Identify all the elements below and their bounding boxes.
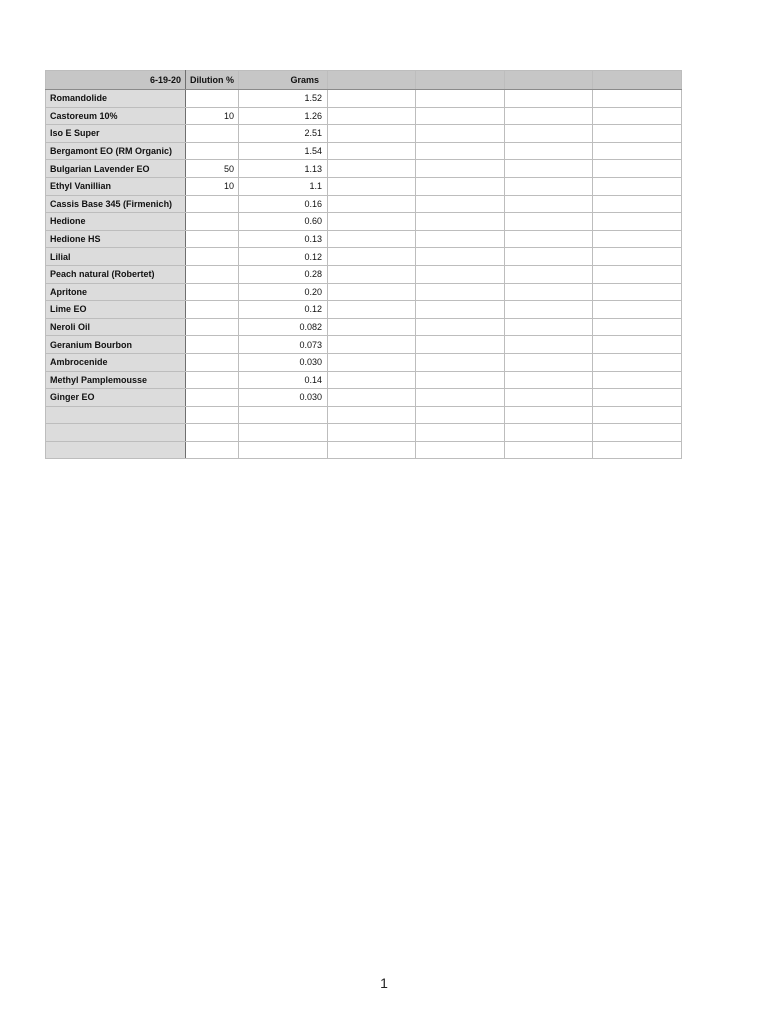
table-row	[46, 265, 682, 283]
empty-cell	[328, 142, 416, 160]
empty-cell	[328, 160, 416, 178]
grams-cell	[239, 424, 328, 442]
table-row	[46, 125, 682, 143]
ingredient-name-cell	[46, 424, 186, 442]
ingredient-name-cell: Ginger EO	[46, 389, 186, 407]
ingredient-name-cell: Ethyl Vanillian	[46, 177, 186, 195]
empty-cell	[416, 142, 505, 160]
empty-cell	[505, 90, 593, 108]
dilution-cell	[186, 125, 239, 143]
header-empty	[593, 71, 682, 90]
ingredient-name-cell: Lime EO	[46, 301, 186, 319]
formula-table	[45, 70, 682, 459]
dilution-cell	[186, 142, 239, 160]
empty-cell	[416, 441, 505, 459]
empty-cell	[328, 230, 416, 248]
empty-cell	[593, 371, 682, 389]
table-row	[46, 441, 682, 459]
table-row	[46, 318, 682, 336]
empty-cell	[416, 160, 505, 178]
empty-cell	[593, 160, 682, 178]
empty-cell	[505, 160, 593, 178]
ingredient-name-cell: Iso E Super	[46, 125, 186, 143]
empty-cell	[593, 318, 682, 336]
ingredient-name-cell	[46, 441, 186, 459]
empty-cell	[593, 195, 682, 213]
header-dilution: Dilution %	[186, 71, 239, 90]
empty-cell	[593, 177, 682, 195]
dilution-cell	[186, 441, 239, 459]
ingredient-name-cell: Hedione	[46, 213, 186, 231]
empty-cell	[505, 248, 593, 266]
empty-cell	[416, 406, 505, 424]
dilution-cell	[186, 406, 239, 424]
grams-cell: 1.1	[239, 177, 328, 195]
empty-cell	[328, 371, 416, 389]
empty-cell	[593, 301, 682, 319]
dilution-cell	[186, 248, 239, 266]
empty-cell	[593, 406, 682, 424]
grams-cell: 1.52	[239, 90, 328, 108]
empty-cell	[505, 406, 593, 424]
empty-cell	[593, 213, 682, 231]
empty-cell	[593, 336, 682, 354]
dilution-cell	[186, 301, 239, 319]
empty-cell	[593, 107, 682, 125]
ingredient-name-cell: Apritone	[46, 283, 186, 301]
ingredient-name-cell: Lilial	[46, 248, 186, 266]
empty-cell	[505, 424, 593, 442]
ingredient-name-cell: Hedione HS	[46, 230, 186, 248]
empty-cell	[416, 301, 505, 319]
grams-cell: 0.16	[239, 195, 328, 213]
empty-cell	[505, 107, 593, 125]
table-row	[46, 90, 682, 108]
empty-cell	[416, 389, 505, 407]
table-row	[46, 248, 682, 266]
empty-cell	[328, 336, 416, 354]
grams-cell: 0.12	[239, 301, 328, 319]
table-row	[46, 195, 682, 213]
dilution-cell	[186, 353, 239, 371]
empty-cell	[505, 195, 593, 213]
empty-cell	[505, 441, 593, 459]
table-row	[46, 160, 682, 178]
table-row	[46, 301, 682, 319]
empty-cell	[328, 248, 416, 266]
grams-cell: 0.030	[239, 353, 328, 371]
ingredient-name-cell: Peach natural (Robertet)	[46, 265, 186, 283]
empty-cell	[328, 125, 416, 143]
dilution-cell	[186, 265, 239, 283]
grams-cell: 0.20	[239, 283, 328, 301]
empty-cell	[505, 389, 593, 407]
empty-cell	[416, 177, 505, 195]
grams-cell: 1.13	[239, 160, 328, 178]
header-row	[46, 71, 682, 90]
table-row	[46, 283, 682, 301]
empty-cell	[593, 283, 682, 301]
empty-cell	[328, 301, 416, 319]
empty-cell	[416, 353, 505, 371]
header-empty	[416, 71, 505, 90]
ingredient-name-cell: Bergamont EO (RM Organic)	[46, 142, 186, 160]
empty-cell	[416, 230, 505, 248]
grams-cell	[239, 441, 328, 459]
ingredient-name-cell: Castoreum 10%	[46, 107, 186, 125]
dilution-cell	[186, 230, 239, 248]
table-row	[46, 353, 682, 371]
ingredient-name-cell: Methyl Pamplemousse	[46, 371, 186, 389]
table-row	[46, 107, 682, 125]
dilution-cell	[186, 318, 239, 336]
grams-cell: 0.073	[239, 336, 328, 354]
table-row	[46, 230, 682, 248]
ingredient-name-cell: Neroli Oil	[46, 318, 186, 336]
empty-cell	[505, 142, 593, 160]
empty-cell	[328, 265, 416, 283]
empty-cell	[328, 283, 416, 301]
empty-cell	[593, 389, 682, 407]
table-row	[46, 336, 682, 354]
ingredient-name-cell: Cassis Base 345 (Firmenich)	[46, 195, 186, 213]
table-row	[46, 142, 682, 160]
grams-cell: 2.51	[239, 125, 328, 143]
grams-cell	[239, 406, 328, 424]
empty-cell	[416, 265, 505, 283]
ingredient-name-cell	[46, 406, 186, 424]
empty-cell	[328, 318, 416, 336]
dilution-cell	[186, 213, 239, 231]
empty-cell	[505, 230, 593, 248]
empty-cell	[505, 125, 593, 143]
empty-cell	[416, 107, 505, 125]
empty-cell	[505, 283, 593, 301]
empty-cell	[593, 230, 682, 248]
empty-cell	[416, 283, 505, 301]
dilution-cell	[186, 389, 239, 407]
table-row	[46, 213, 682, 231]
empty-cell	[416, 90, 505, 108]
header-date: 6-19-20	[46, 71, 186, 90]
dilution-cell: 10	[186, 107, 239, 125]
grams-cell: 0.60	[239, 213, 328, 231]
empty-cell	[328, 195, 416, 213]
empty-cell	[505, 213, 593, 231]
dilution-cell: 10	[186, 177, 239, 195]
empty-cell	[328, 107, 416, 125]
table-row	[46, 406, 682, 424]
ingredient-name-cell: Romandolide	[46, 90, 186, 108]
dilution-cell	[186, 195, 239, 213]
grams-cell: 1.26	[239, 107, 328, 125]
empty-cell	[593, 441, 682, 459]
dilution-cell	[186, 424, 239, 442]
table-row	[46, 424, 682, 442]
dilution-cell	[186, 336, 239, 354]
empty-cell	[416, 371, 505, 389]
empty-cell	[593, 265, 682, 283]
ingredient-name-cell: Ambrocenide	[46, 353, 186, 371]
empty-cell	[328, 353, 416, 371]
empty-cell	[328, 441, 416, 459]
grams-cell: 0.14	[239, 371, 328, 389]
grams-cell: 0.030	[239, 389, 328, 407]
header-empty	[328, 71, 416, 90]
empty-cell	[328, 389, 416, 407]
table-row	[46, 371, 682, 389]
empty-cell	[328, 406, 416, 424]
empty-cell	[593, 248, 682, 266]
empty-cell	[328, 90, 416, 108]
dilution-cell	[186, 371, 239, 389]
grams-cell: 1.54	[239, 142, 328, 160]
empty-cell	[416, 213, 505, 231]
empty-cell	[328, 424, 416, 442]
empty-cell	[505, 177, 593, 195]
empty-cell	[593, 424, 682, 442]
header-grams: Grams	[239, 71, 328, 90]
empty-cell	[505, 353, 593, 371]
empty-cell	[416, 125, 505, 143]
grams-cell: 0.12	[239, 248, 328, 266]
empty-cell	[328, 177, 416, 195]
grams-cell: 0.082	[239, 318, 328, 336]
dilution-cell: 50	[186, 160, 239, 178]
empty-cell	[593, 90, 682, 108]
empty-cell	[505, 265, 593, 283]
ingredient-name-cell: Bulgarian Lavender EO	[46, 160, 186, 178]
ingredient-name-cell: Geranium Bourbon	[46, 336, 186, 354]
empty-cell	[416, 424, 505, 442]
empty-cell	[328, 213, 416, 231]
table-row	[46, 389, 682, 407]
dilution-cell	[186, 90, 239, 108]
dilution-cell	[186, 283, 239, 301]
page-number: 1	[380, 975, 388, 991]
empty-cell	[416, 336, 505, 354]
table-row	[46, 177, 682, 195]
empty-cell	[593, 125, 682, 143]
header-empty	[505, 71, 593, 90]
empty-cell	[505, 301, 593, 319]
empty-cell	[593, 353, 682, 371]
empty-cell	[416, 195, 505, 213]
empty-cell	[416, 318, 505, 336]
empty-cell	[505, 336, 593, 354]
empty-cell	[505, 318, 593, 336]
empty-cell	[505, 371, 593, 389]
empty-cell	[416, 248, 505, 266]
grams-cell: 0.28	[239, 265, 328, 283]
empty-cell	[593, 142, 682, 160]
grams-cell: 0.13	[239, 230, 328, 248]
